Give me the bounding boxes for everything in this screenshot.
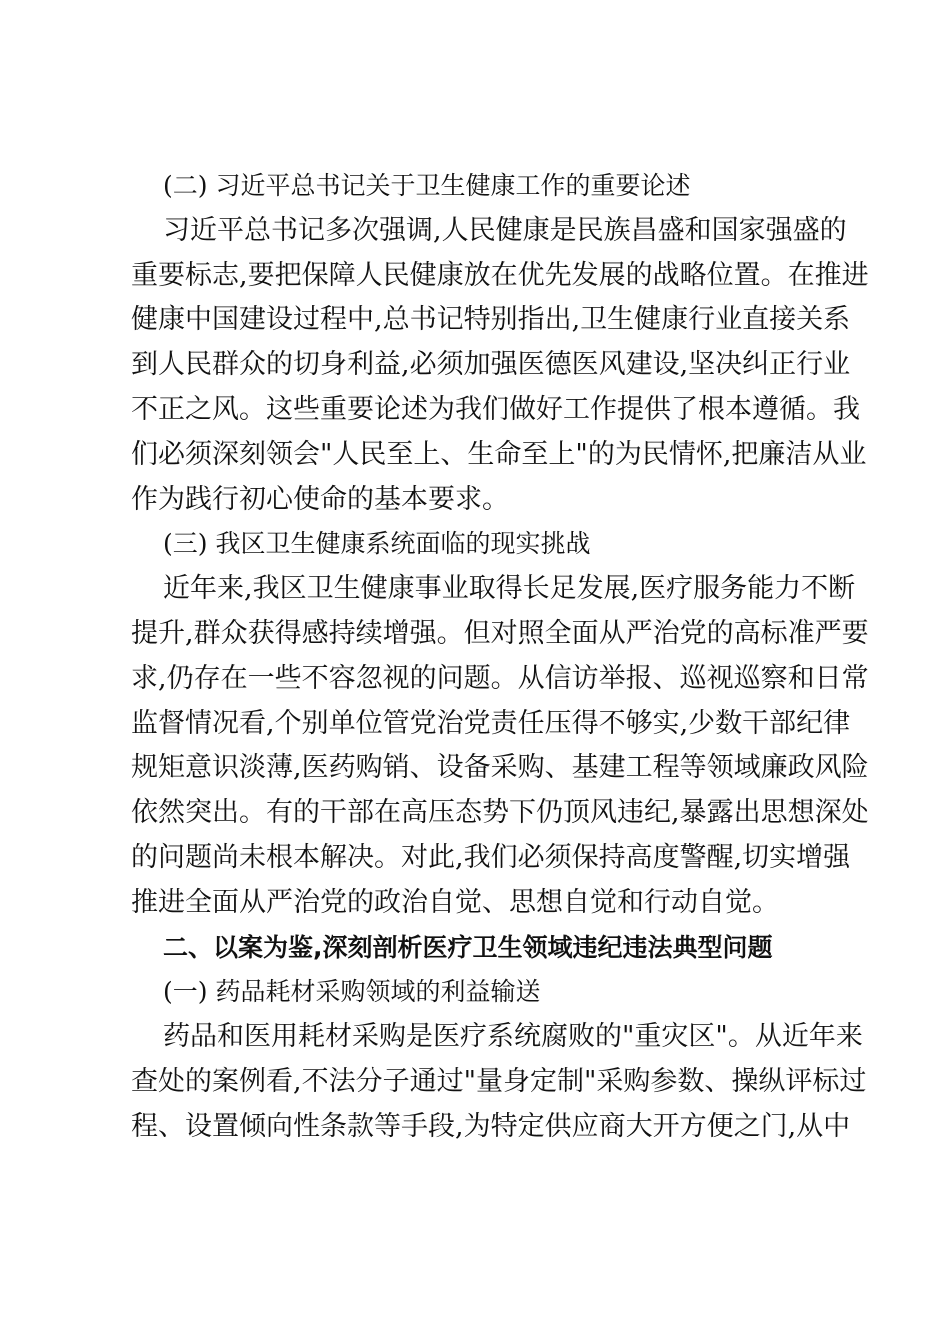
paragraph-line: 监督情况看,个别单位管党治党责任压得不够实,少数干部纪律 bbox=[131, 707, 851, 739]
subsection-heading: (三) 我区卫生健康系统面临的现实挑战 bbox=[163, 529, 591, 559]
paragraph-line: 近年来,我区卫生健康事业取得长足发展,医疗服务能力不断 bbox=[163, 573, 856, 605]
paragraph-line: 提升,群众获得感持续增强。但对照全面从严治党的高标准严要 bbox=[131, 617, 869, 649]
paragraph-line: 们必须深刻领会"人民至上、生命至上"的为民情怀,把廉洁从业 bbox=[131, 438, 867, 470]
paragraph-line: 作为践行初心使命的基本要求。 bbox=[131, 483, 509, 515]
section-heading: 二、以案为鉴,深刻剖析医疗卫生领域违纪违法典型问题 bbox=[163, 932, 773, 962]
paragraph-line: 到人民群众的切身利益,必须加强医德医风建设,坚决纠正行业 bbox=[131, 349, 851, 381]
paragraph-line: 推进全面从严治党的政治自觉、思想自觉和行动自觉。 bbox=[131, 886, 779, 918]
paragraph-line: 健康中国建设过程中,总书记特别指出,卫生健康行业直接关系 bbox=[131, 304, 851, 336]
paragraph-line: 不正之风。这些重要论述为我们做好工作提供了根本遵循。我 bbox=[131, 393, 860, 425]
paragraph-line: 求,仍存在一些不容忽视的问题。从信访举报、巡视巡察和日常 bbox=[131, 662, 869, 694]
paragraph-line: 重要标志,要把保障人民健康放在优先发展的战略位置。在推进 bbox=[131, 259, 869, 291]
paragraph-line: 的问题尚未根本解决。对此,我们必须保持高度警醒,切实增强 bbox=[131, 841, 851, 873]
paragraph-line: 规矩意识淡薄,医药购销、设备采购、基建工程等领域廉政风险 bbox=[131, 752, 869, 784]
paragraph-line: 药品和医用耗材采购是医疗系统腐败的"重灾区"。从近年来 bbox=[163, 1021, 863, 1053]
paragraph-line: 程、设置倾向性条款等手段,为特定供应商大开方便之门,从中 bbox=[131, 1110, 851, 1142]
subsection-heading: (一) 药品耗材采购领域的利益输送 bbox=[163, 977, 541, 1007]
paragraph-line: 习近平总书记多次强调,人民健康是民族昌盛和国家强盛的 bbox=[163, 214, 847, 246]
document-page bbox=[131, 164, 869, 1150]
subsection-heading: (二) 习近平总书记关于卫生健康工作的重要论述 bbox=[163, 171, 691, 200]
paragraph-line: 查处的案例看,不法分子通过"量身定制"采购参数、操纵评标过 bbox=[131, 1065, 867, 1097]
paragraph-line: 依然突出。有的干部在高压态势下仍顶风违纪,暴露出思想深处 bbox=[131, 797, 869, 829]
